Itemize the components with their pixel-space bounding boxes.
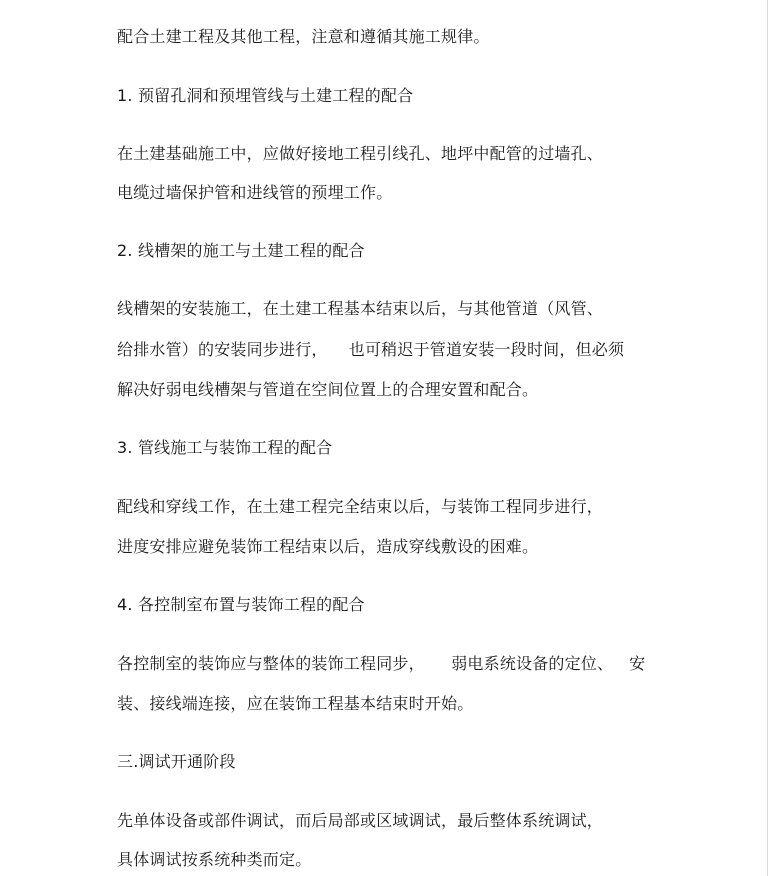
section-3-heading: 3. 管线施工与装饰工程的配合 (117, 438, 333, 457)
section-4-heading: 4. 各控制室布置与装饰工程的配合 (117, 595, 365, 614)
section-4-line-1: 各控制室的装饰应与整体的装饰工程同步， 弱电系统设备的定位、 安 (117, 654, 646, 673)
section-1-line-1: 在土建基础施工中，应做好接地工程引线孔、地坪中配管的过墙孔、 (117, 144, 604, 163)
section-1-line-2: 电缆过墙保护管和进线管的预埋工作。 (117, 183, 393, 202)
phase-line-2: 具体调试按系统种类而定。 (117, 850, 312, 869)
phase-heading: 三.调试开通阶段 (117, 752, 236, 771)
section-3-line-1: 配线和穿线工作，在土建工程完全结束以后，与装饰工程同步进行， (117, 497, 604, 516)
section-1-heading: 1. 预留孔洞和预埋管线与土建工程的配合 (117, 86, 414, 105)
section-2-line-1: 线槽架的安装施工，在土建工程基本结束以后，与其他管道（风管、 (117, 299, 604, 318)
section-4-line-2: 装、接线端连接，应在装饰工程基本结束时开始。 (117, 694, 474, 713)
section-3-line-2: 进度安排应避免装饰工程结束以后，造成穿线敷设的困难。 (117, 537, 539, 556)
section-2-line-2: 给排水管）的安装同步进行， 也可稍迟于管道安装一段时间，但必须 (117, 340, 625, 359)
intro-line: 配合土建工程及其他工程，注意和遵循其施工规律。 (117, 27, 490, 46)
phase-line-1: 先单体设备或部件调试，而后局部或区域调试，最后整体系统调试， (117, 811, 604, 830)
section-2-line-3: 解决好弱电线槽架与管道在空间位置上的合理安置和配合。 (117, 380, 539, 399)
section-2-heading: 2. 线槽架的施工与土建工程的配合 (117, 241, 365, 260)
